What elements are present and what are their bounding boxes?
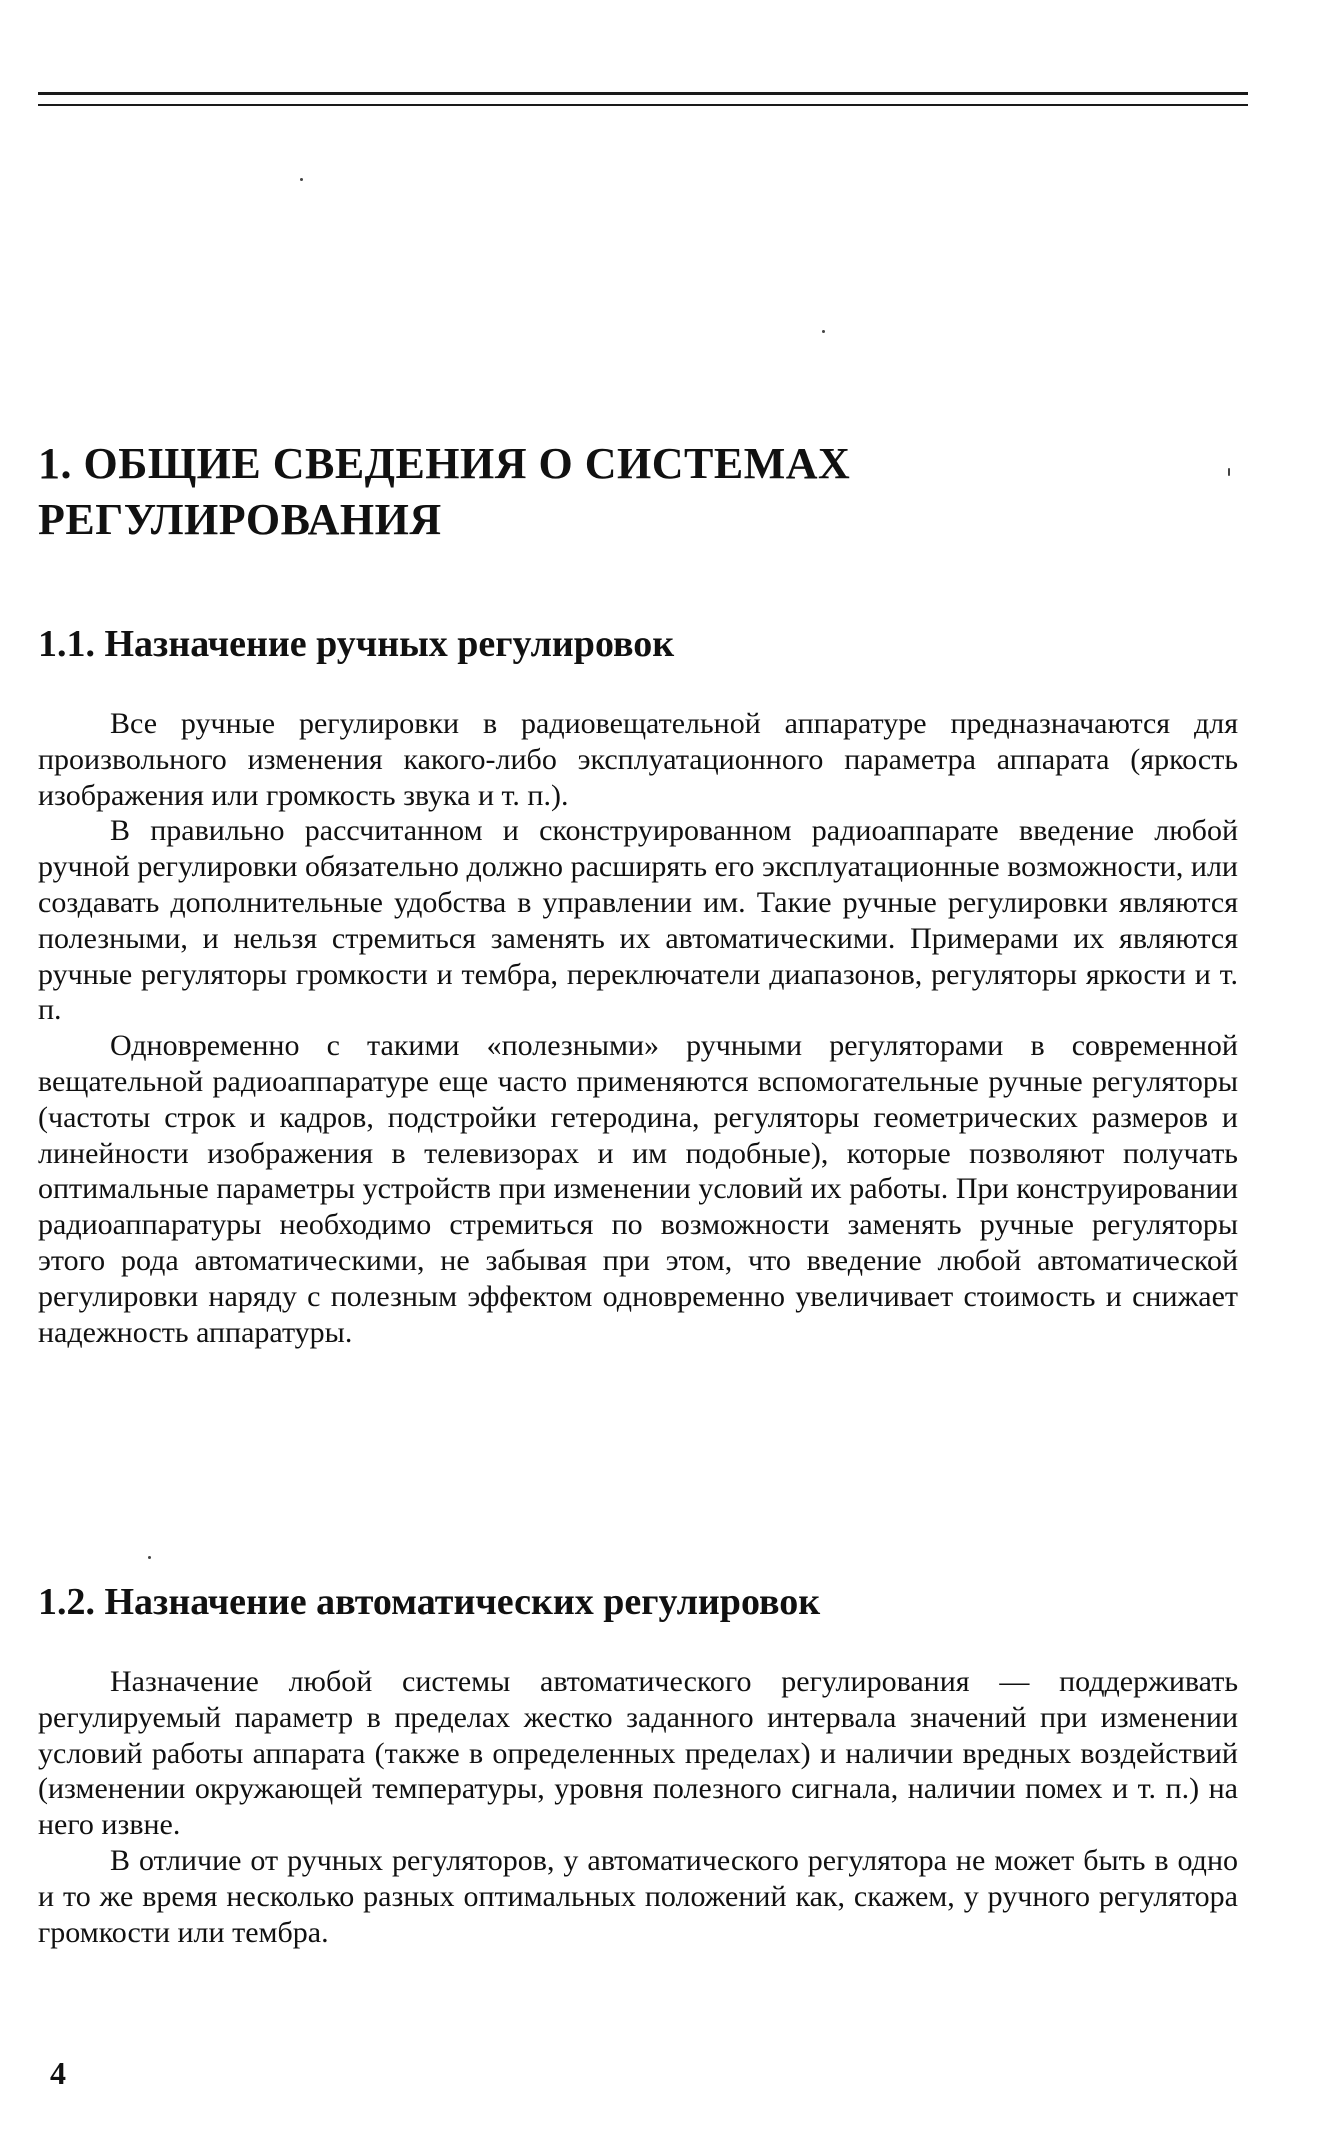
paragraph: Одновременно с такими «полезными» ручными регуляторами в современной вещательной радиоаппаратуре еще часто применяются вспомогательные ручные регуляторы (частоты строк и кадров, подстройки гетеродина, регуляторы геометрических размеров и линейности изображения в телевизорах и им подобные), которые позволяют получать оптимальные параметры устройств при изменении условий их работы. При конструировании радиоаппаратуры необходимо стремиться по возможности заменять ручные регуляторы этого рода автоматическими, не забывая при этом, что введение любой автоматической регулировки наряду с полезным эффектом одновременно увеличивает стоимость и снижает надежность аппаратуры. <box>38 1029 1238 1349</box>
section-title-1-2: 1.2. Назначение автоматических регулировок <box>38 1581 821 1623</box>
page-number: 4 <box>50 2055 66 2091</box>
section-title-1-1: 1.1. Назначение ручных регулировок <box>38 623 675 665</box>
chapter-title: 1. ОБЩИЕ СВЕДЕНИЯ О СИСТЕМАХ РЕГУЛИРОВАНИЯ <box>38 439 851 544</box>
section-1-1-body <box>38 706 1238 1350</box>
scan-speck <box>148 1556 151 1559</box>
paragraph: Назначение любой системы автоматического регулирования — поддерживать регулируемый параметр в пределах жестко заданного интервала значений при изменении условий работы аппарата (также в определенных пределах) и наличии вредных воздействий (изменении окружающей температуры, уровня полезного сигнала, наличии помех и т. п.) на него извне. <box>38 1665 1238 1842</box>
scan-speck <box>822 330 825 333</box>
scan-speck <box>300 178 303 181</box>
paragraph: Все ручные регулировки в радиовещательной аппаратуре предназначаются для произвольного изменения какого-либо эксплуатационного параметра аппарата (яркость изображения или громкость звука и т. п.). <box>38 707 1238 812</box>
section-1-2-body <box>38 1664 1238 1950</box>
paragraph: В отличие от ручных регуляторов, у автоматического регулятора не может быть в одно и то же время несколько разных оптимальных положений как, скажем, у ручного регулятора громкости или тембра. <box>38 1843 1238 1949</box>
scan-speck <box>1228 468 1230 476</box>
top-rule <box>38 92 1248 95</box>
top-rule-secondary <box>38 104 1248 106</box>
paragraph: В правильно рассчитанном и сконструированном радиоаппарате введение любой ручной регулировки обязательно должно расширять его эксплуатационные возможности, или создавать дополнительные удобства в управлении им. Такие ручные регулировки являются полезными, и нельзя стремиться заменять их автоматическими. Примерами их являются ручные регуляторы громкости и тембра, переключатели диапазонов, регуляторы яркости и т. п. <box>38 814 1238 1027</box>
